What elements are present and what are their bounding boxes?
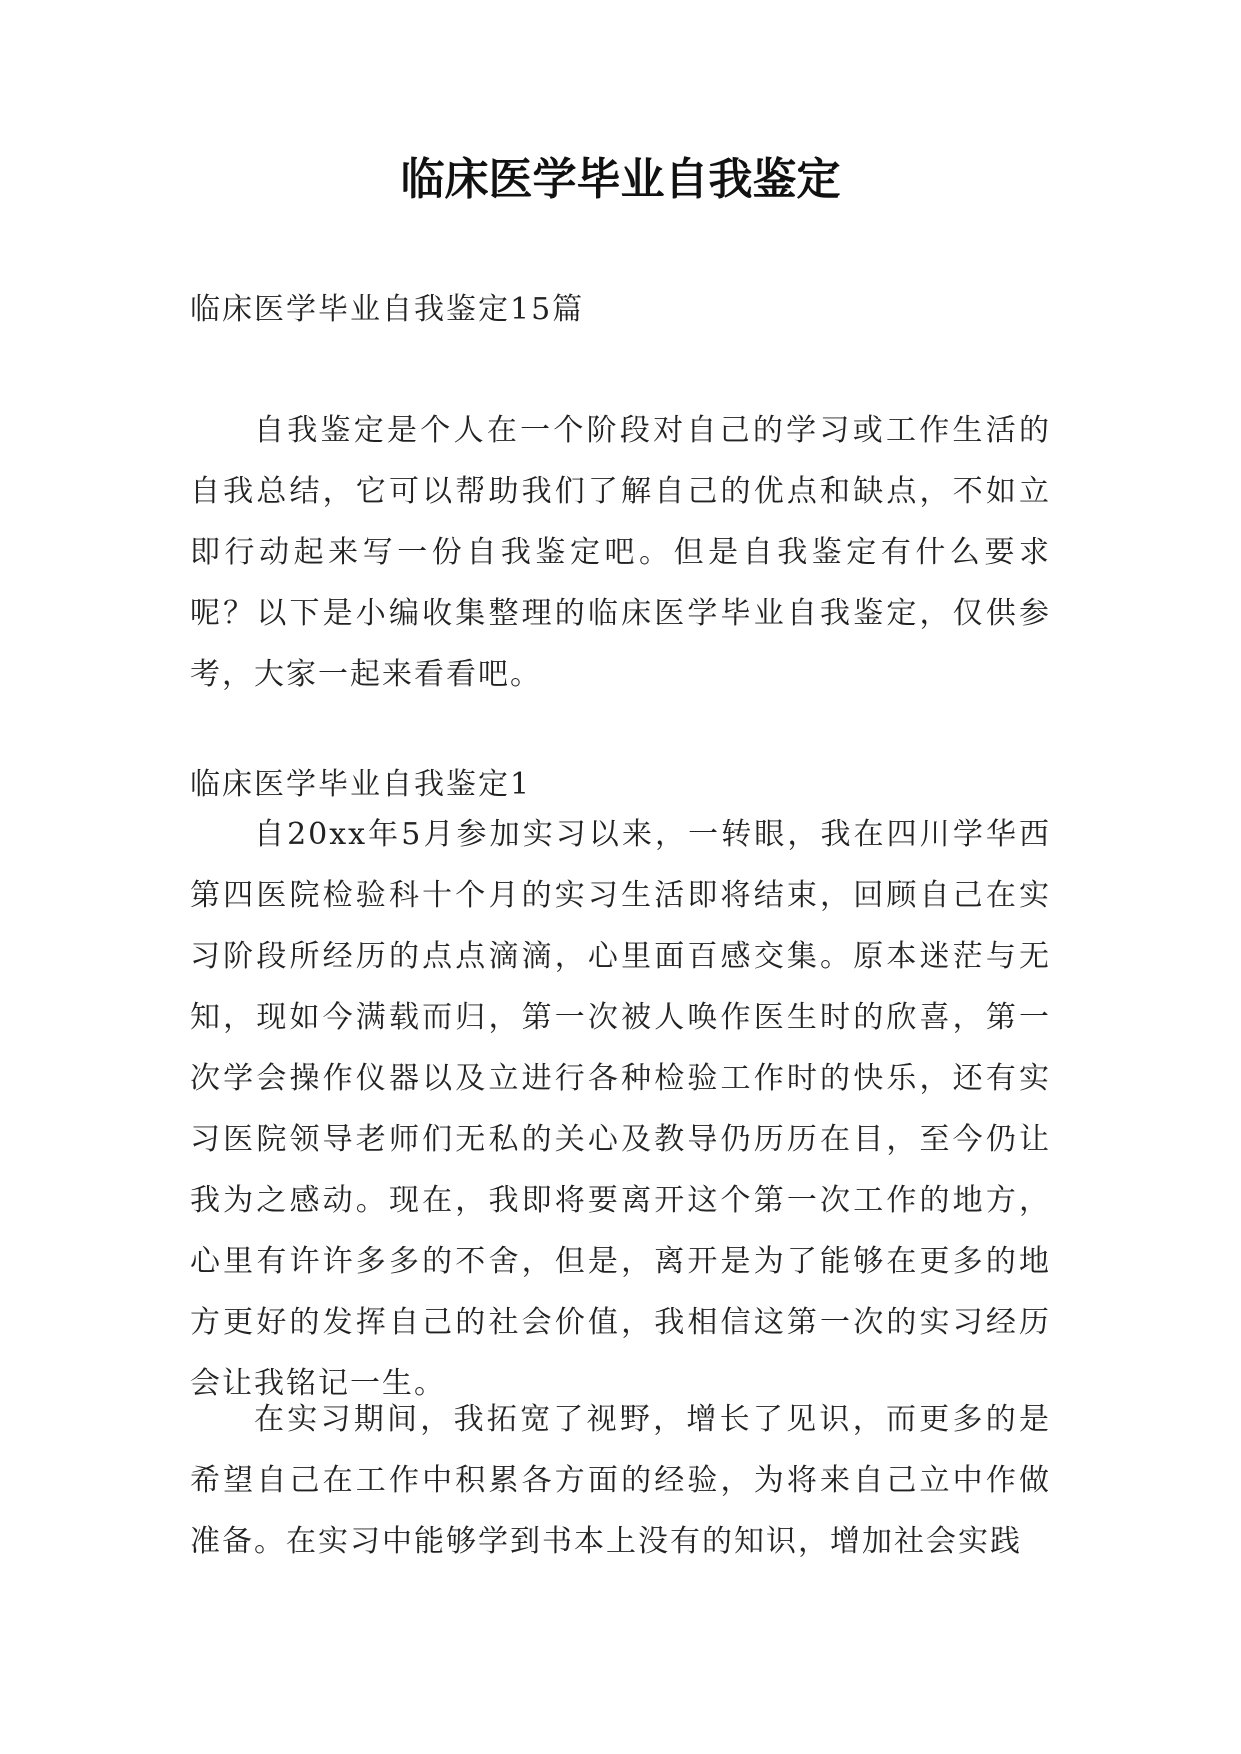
document-title: 临床医学毕业自我鉴定 — [400, 154, 841, 205]
section-paragraph: 在实习期间，我拓宽了视野，增长了见识，而更多的是希望自己在工作中积累各方面的经验，为将来自己立中作做准备。在实习中能够学到书本上没有的知识，增加社会实践 — [190, 1402, 1051, 1559]
section-paragraph: 自20xx年5月参加实习以来，一转眼，我在四川学华西第四医院检验科十个月的实习生活即将结束，回顾自己在实习阶段所经历的点点滴滴，心里面百感交集。原本迷茫与无知，现如今满载而归，第一次被人唤作医生时的欣喜，第一次学会操作仪器以及立进行各种检验工作时的快乐，还有实习医院领导老师们无私的关心及教导仍历历在目，至今仍让我为之感动。现在，我即将要离开这个第一次工作的地方，心里有许许多多的不舍，但是，离开是为了能够在更多的地方更好的发挥自己的社会价值，我相信这第一次的实习经历会让我铭记一生。 — [190, 817, 1051, 1401]
document-subtitle: 临床医学毕业自我鉴定15篇 — [190, 292, 585, 327]
intro-paragraph: 自我鉴定是个人在一个阶段对自己的学习或工作生活的自我总结，它可以帮助我们了解自己的优点和缺点，不如立即行动起来写一份自我鉴定吧。但是自我鉴定有什么要求呢？以下是小编收集整理的临床医学毕业自我鉴定，仅供参考，大家一起来看看吧。 — [190, 413, 1051, 692]
section-heading: 临床医学毕业自我鉴定1 — [190, 767, 532, 802]
